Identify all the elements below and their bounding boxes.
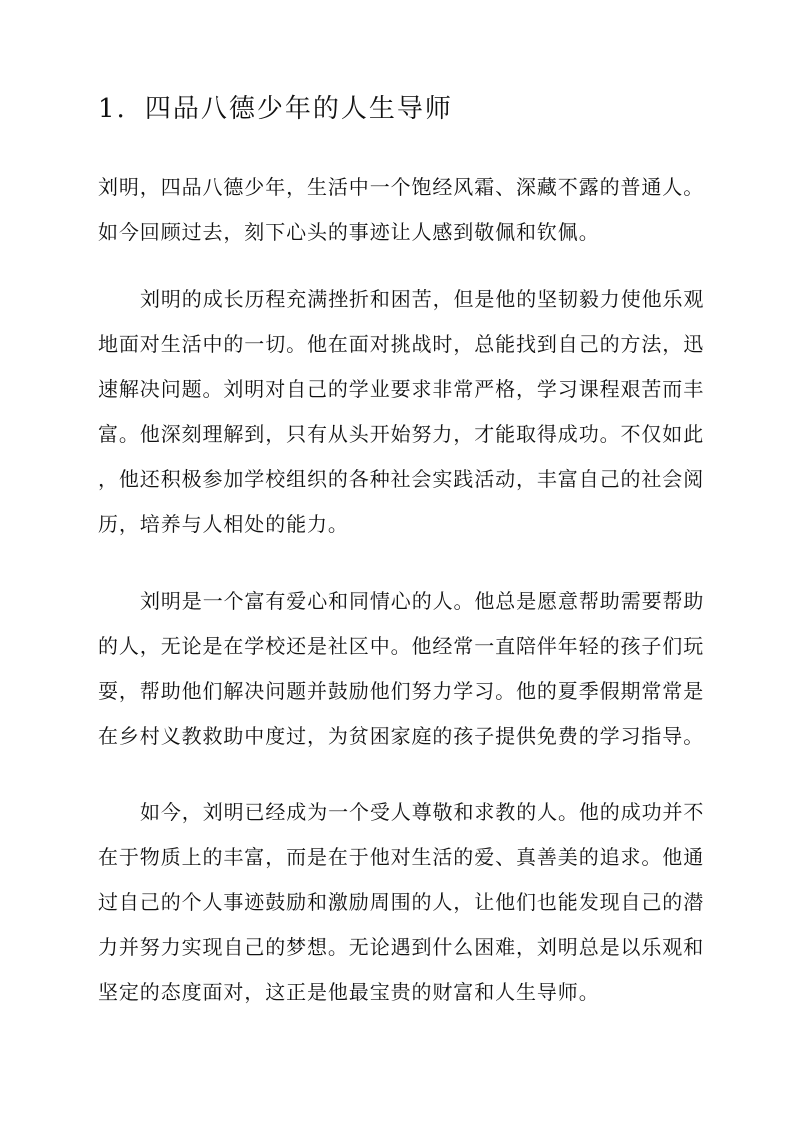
paragraph-line: 刘明，四品八德少年，生活中一个饱经风霜、深藏不露的普通人。 (98, 175, 705, 199)
paragraph-3 (98, 579, 704, 759)
paragraph-line: 地面对生活中的一切。他在面对挑战时，总能找到自己的方法，迅 (98, 332, 705, 356)
paragraph-line: 在乡村义教救助中度过，为贫困家庭的孩子提供免费的学习指导。 (98, 724, 705, 748)
paragraph-line: 如今，刘明已经成为一个受人尊敬和求教的人。他的成功并不 (140, 800, 705, 824)
paragraph-1 (98, 165, 704, 255)
paragraph-line: 如今回顾过去，刻下心头的事迹让人感到敬佩和钦佩。 (98, 220, 600, 244)
section-title-text: 四品八德少年的人生导师 (144, 94, 453, 124)
paragraph-line: 刘明是一个富有爱心和同情心的人。他总是愿意帮助需要帮助 (140, 589, 705, 613)
section-number: 1. (98, 94, 127, 124)
paragraph-line: 刘明的成长历程充满挫折和困苦，但是他的坚韧毅力使他乐观 (140, 287, 705, 311)
paragraph-line: 速解决问题。刘明对自己的学业要求非常严格，学习课程艰苦而丰 (98, 377, 705, 401)
paragraph-line: ，他还积极参加学校组织的各种社会实践活动，丰富自己的社会阅 (98, 467, 705, 491)
paragraph-line: 耍，帮助他们解决问题并鼓励他们努力学习。他的夏季假期常常是 (98, 679, 705, 703)
paragraph-4 (98, 790, 704, 1015)
paragraph-line: 力并努力实现自己的梦想。无论遇到什么困难，刘明总是以乐观和 (98, 935, 705, 959)
paragraph-2 (98, 277, 704, 547)
section-title (98, 88, 453, 125)
paragraph-line: 的人，无论是在学校还是社区中。他经常一直陪伴年轻的孩子们玩 (98, 634, 705, 658)
paragraph-line: 在于物质上的丰富，而是在于他对生活的爱、真善美的追求。他通 (98, 845, 705, 869)
paragraph-line: 富。他深刻理解到，只有从头开始努力，才能取得成功。不仅如此 (98, 422, 705, 446)
paragraph-line: 历，培养与人相处的能力。 (98, 512, 349, 536)
paragraph-line: 过自己的个人事迹鼓励和激励周围的人，让他们也能发现自己的潜 (98, 890, 705, 914)
paragraph-line: 坚定的态度面对，这正是他最宝贵的财富和人生导师。 (98, 980, 600, 1004)
